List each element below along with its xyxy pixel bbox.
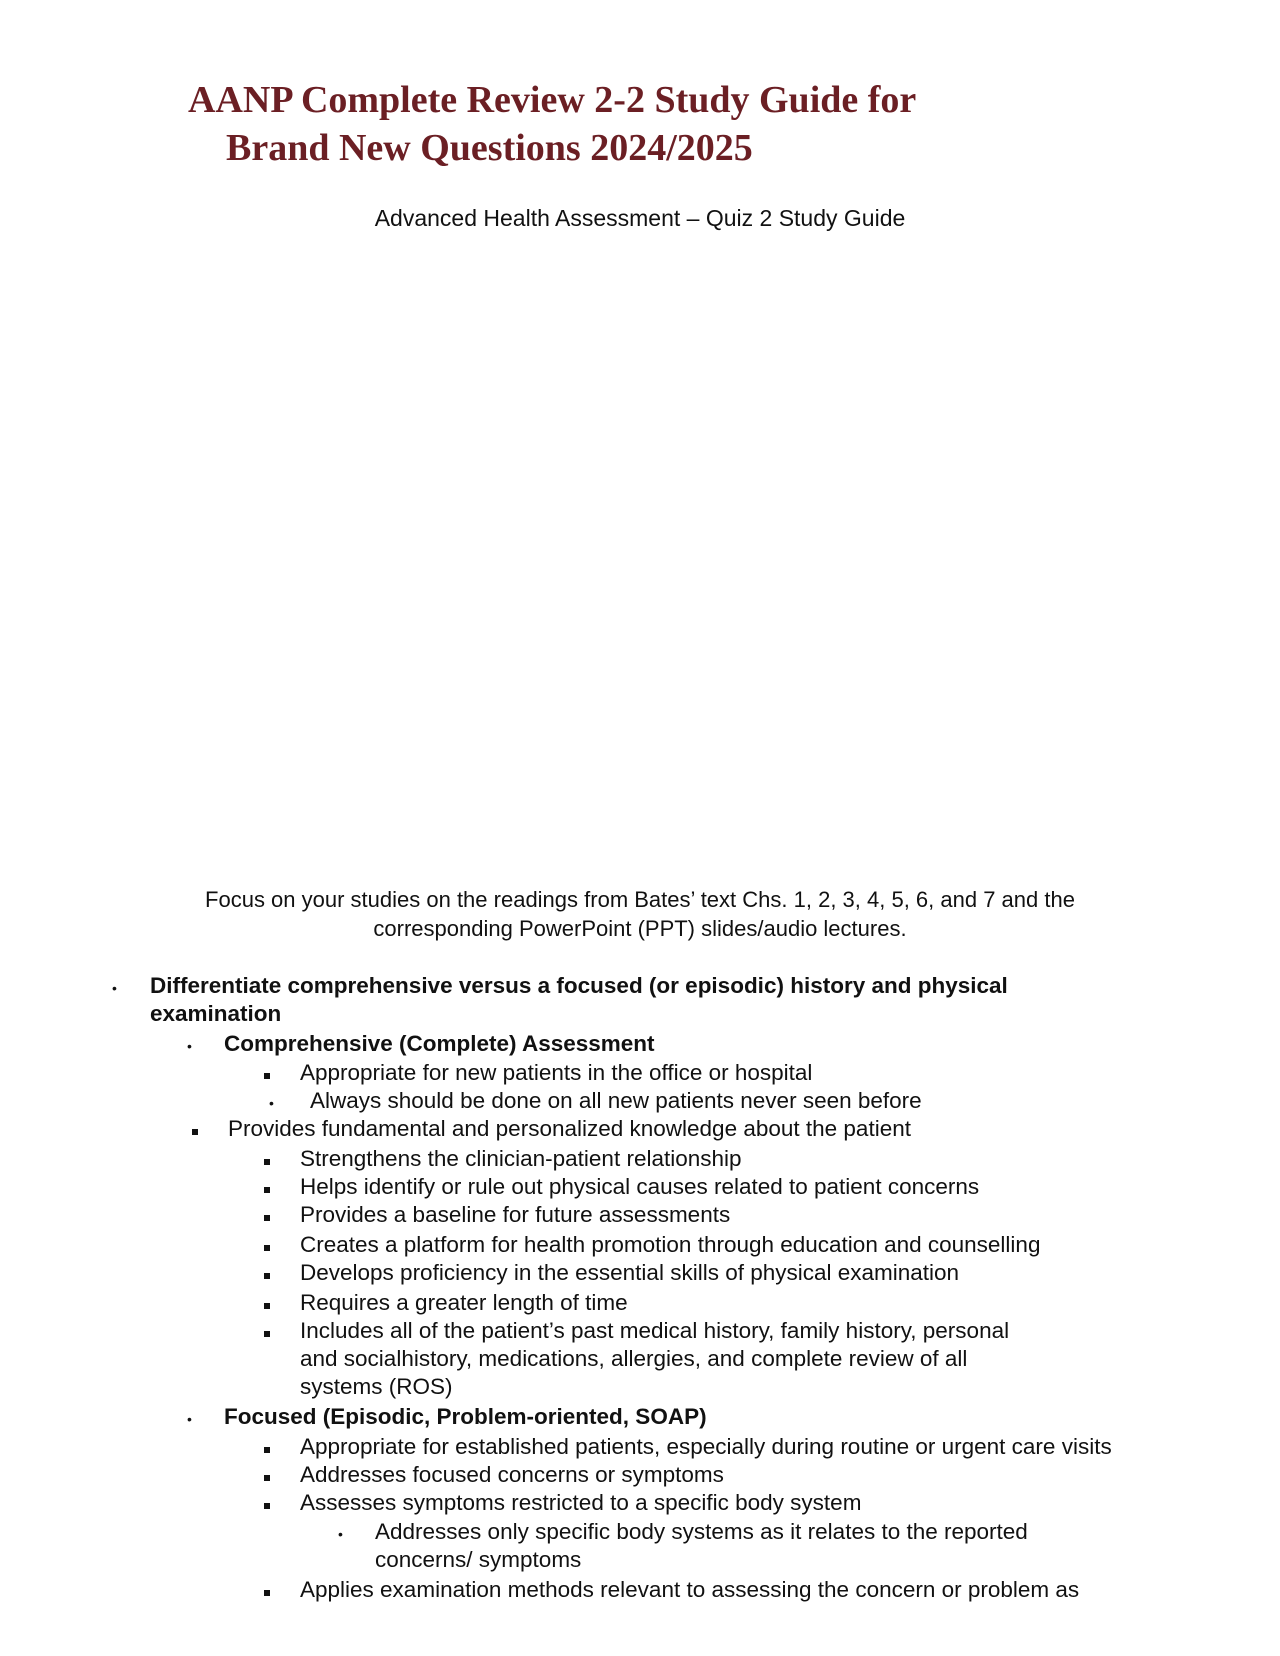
focus-note-line-1: Focus on your studies on the readings from Bates’ text Chs. 1, 2, 3, 4, 5, 6, and 7 and the <box>205 887 1075 912</box>
comprehensive-provides-fundamental: Provides fundamental and personalized knowledge about the patient <box>228 1116 911 1141</box>
bullet-dot-icon: • <box>338 1526 343 1542</box>
focus-note-line-2: corresponding PowerPoint (PPT) slides/audio lectures. <box>373 916 907 941</box>
main-heading-line-2: examination <box>150 1001 282 1026</box>
bullet-square-icon <box>264 1447 270 1453</box>
list-item: Provides a baseline for future assessments <box>300 1202 731 1227</box>
bullet-dot-icon: • <box>112 980 117 996</box>
list-item: Creates a platform for health promotion through education and counselling <box>300 1232 1041 1257</box>
bullet-square-icon <box>264 1159 270 1165</box>
list-item: Assesses symptoms restricted to a specific body system <box>300 1490 862 1515</box>
bullet-square-icon <box>192 1129 198 1135</box>
bullet-square-icon <box>264 1331 270 1337</box>
focused-heading: Focused (Episodic, Problem-oriented, SOAP) <box>224 1404 707 1429</box>
focused-sub-line-1: Addresses only specific body systems as it relates to the reported <box>375 1519 1028 1544</box>
document-subtitle: Advanced Health Assessment – Quiz 2 Study Guide <box>374 205 906 231</box>
bullet-square-icon <box>264 1187 270 1193</box>
document-title-line-1: AANP Complete Review 2-2 Study Guide for <box>188 79 917 121</box>
focused-sub-line-2: concerns/ symptoms <box>375 1547 582 1572</box>
bullet-square-icon <box>264 1073 270 1079</box>
bullet-square-icon <box>264 1475 270 1481</box>
document-title-line-2: Brand New Questions 2024/2025 <box>226 127 753 169</box>
bullet-dot-icon: • <box>187 1038 192 1054</box>
list-item: Requires a greater length of time <box>300 1290 628 1315</box>
bullet-dot-icon: • <box>269 1095 274 1111</box>
bullet-square-icon <box>264 1273 270 1279</box>
bullet-dot-icon: • <box>187 1411 192 1427</box>
comprehensive-includes-line-2: and socialhistory, medications, allergies, and complete review of all <box>300 1346 968 1371</box>
list-item: Develops proficiency in the essential skills of physical examination <box>300 1260 960 1285</box>
list-item: Helps identify or rule out physical causes related to patient concerns <box>300 1174 980 1199</box>
focused-applies: Applies examination methods relevant to assessing the concern or problem as <box>300 1577 1080 1602</box>
list-item: Strengthens the clinician-patient relationship <box>300 1146 742 1171</box>
list-item: Addresses focused concerns or symptoms <box>300 1462 724 1487</box>
comprehensive-heading: Comprehensive (Complete) Assessment <box>224 1031 655 1056</box>
comprehensive-appropriate: Appropriate for new patients in the office or hospital <box>300 1060 813 1085</box>
bullet-square-icon <box>264 1503 270 1509</box>
main-heading-line-1: Differentiate comprehensive versus a focused (or episodic) history and physical <box>150 973 1008 998</box>
comprehensive-always: Always should be done on all new patients never seen before <box>310 1088 922 1113</box>
bullet-square-icon <box>264 1590 270 1596</box>
bullet-square-icon <box>264 1303 270 1309</box>
comprehensive-includes-line-3: systems (ROS) <box>300 1374 453 1399</box>
bullet-square-icon <box>264 1215 270 1221</box>
comprehensive-includes-line-1: Includes all of the patient’s past medical history, family history, personal <box>300 1318 1010 1343</box>
bullet-square-icon <box>264 1245 270 1251</box>
list-item: Appropriate for established patients, especially during routine or urgent care visits <box>300 1434 1112 1459</box>
